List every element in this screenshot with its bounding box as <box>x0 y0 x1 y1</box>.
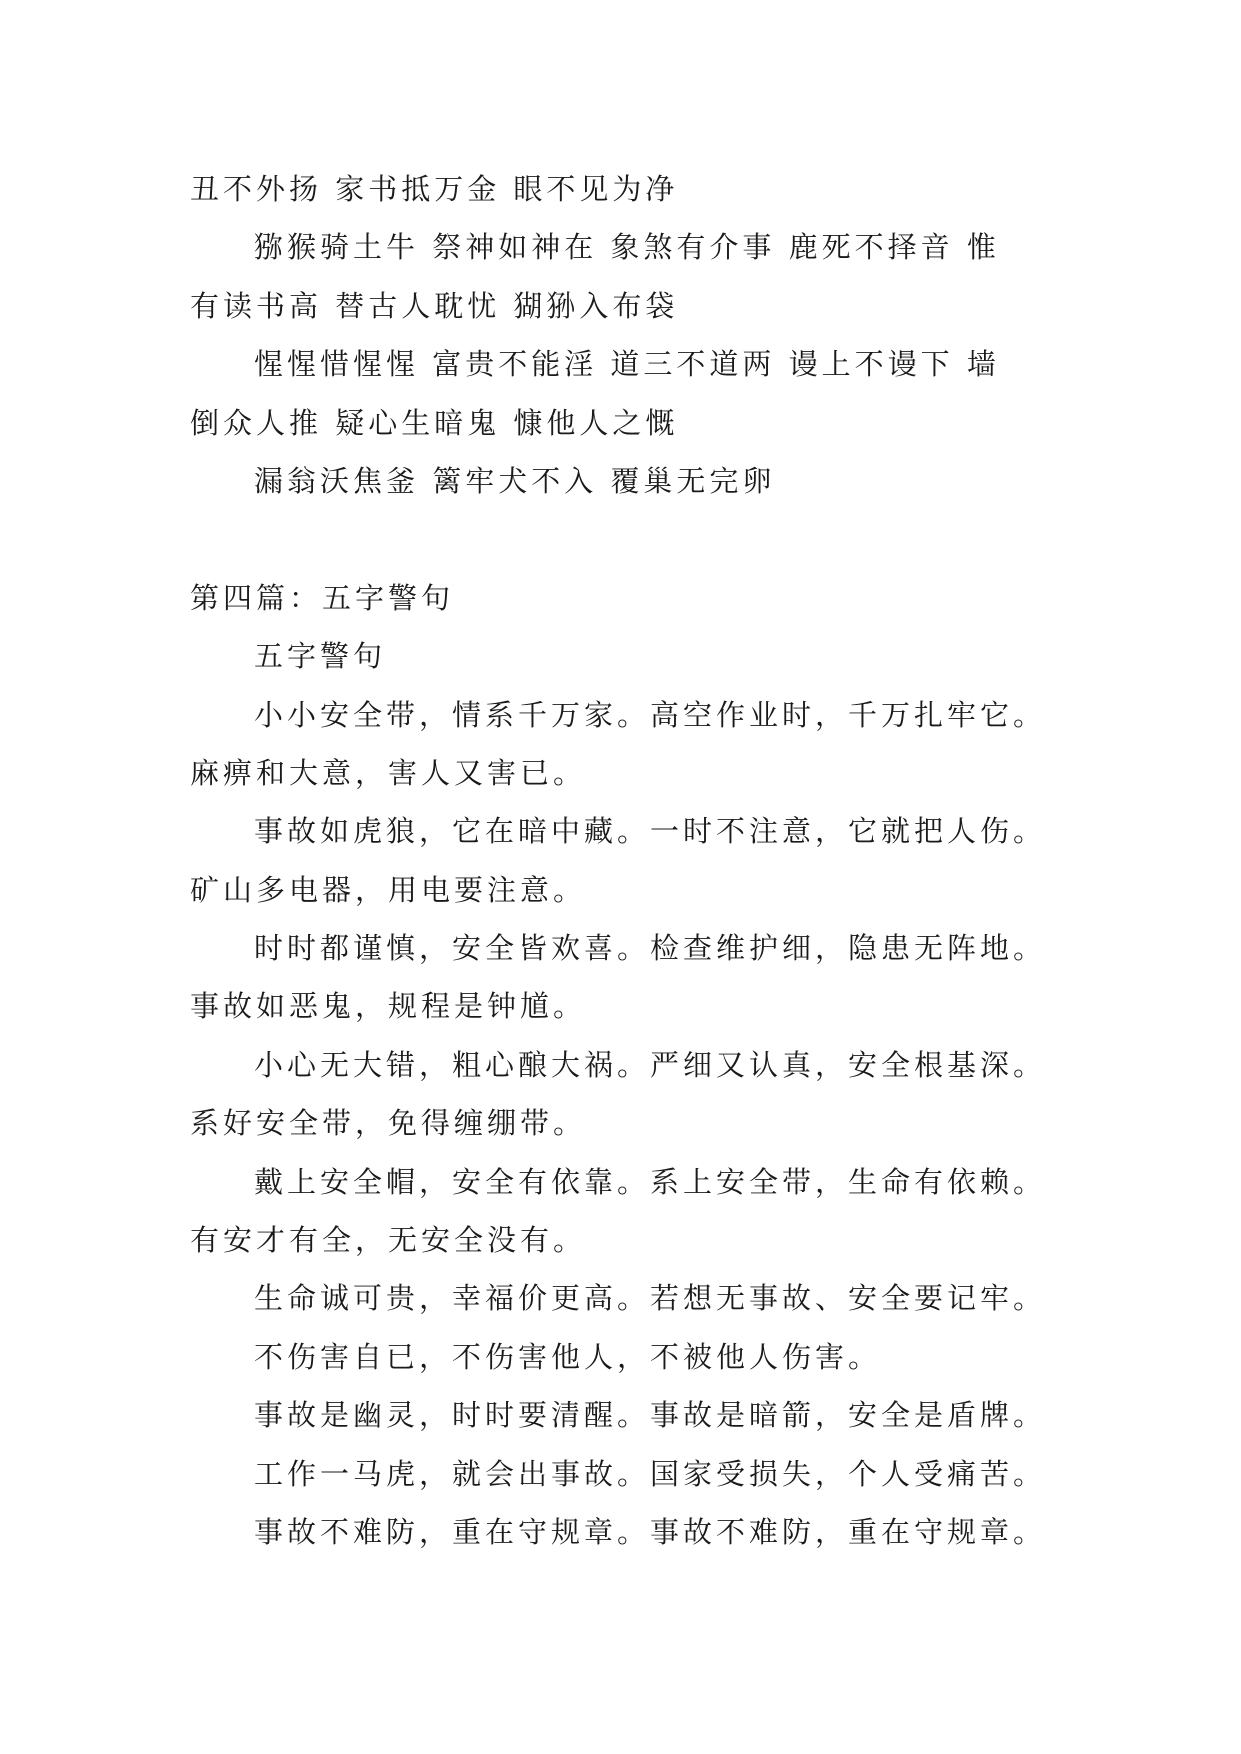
blank-line <box>190 510 1070 568</box>
text-line: 事故不难防，重在守规章。事故不难防，重在守规章。 <box>254 1514 1047 1549</box>
section-heading: 第四篇：五字警句 <box>190 580 455 615</box>
text-line: 事故如虎狼，它在暗中藏。一时不注意，它就把人伤。 <box>254 814 1047 849</box>
text-line: 事故是幽灵，时时要清醒。事故是暗箭，安全是盾牌。 <box>254 1398 1047 1433</box>
text-line: 生命诚可贵，幸福价更高。若想无事故、安全要记牢。 <box>254 1281 1047 1316</box>
text-line: 时时都谨慎，安全皆欢喜。检查维护细，隐患无阵地。 <box>254 931 1047 966</box>
text-line: 丑不外扬 家书抵万金 眼不见为净 <box>190 172 679 206</box>
text-line: 戴上安全帽，安全有依靠。系上安全带，生命有依赖。 <box>254 1164 1047 1199</box>
document-body <box>190 160 1070 1561</box>
text-line: 矿山多电器，用电要注意。 <box>190 872 587 907</box>
text-line: 漏翁沃焦釜 篱牢犬不入 覆巢无完卵 <box>254 463 776 498</box>
text-line: 倒众人推 疑心生暗鬼 慷他人之慨 <box>190 405 679 440</box>
text-line: 惺惺惜惺惺 富贵不能淫 道三不道两 谩上不谩下 墙 <box>254 347 1000 382</box>
text-line: 不伤害自已，不伤害他人，不被他人伤害。 <box>254 1339 882 1374</box>
text-line: 小小安全带，情系千万家。高空作业时，千万扎牢它。 <box>254 697 1047 732</box>
text-line: 猕猴骑土牛 祭神如神在 象煞有介事 鹿死不择音 惟 <box>254 230 1000 265</box>
subheading: 五字警句 <box>254 639 387 674</box>
text-line: 有读书高 替古人耽忧 猢狲入布袋 <box>190 288 679 323</box>
text-line: 系好安全带，免得缠绷带。 <box>190 1106 587 1141</box>
text-line: 事故如恶鬼，规程是钟馗。 <box>190 989 587 1024</box>
text-line: 麻痹和大意，害人又害已。 <box>190 755 587 790</box>
text-line: 有安才有全，无安全没有。 <box>190 1223 587 1258</box>
text-line: 工作一马虎，就会出事故。国家受损失，个人受痛苦。 <box>254 1456 1047 1491</box>
text-line: 小心无大错，粗心酿大祸。严细又认真，安全根基深。 <box>254 1047 1047 1082</box>
